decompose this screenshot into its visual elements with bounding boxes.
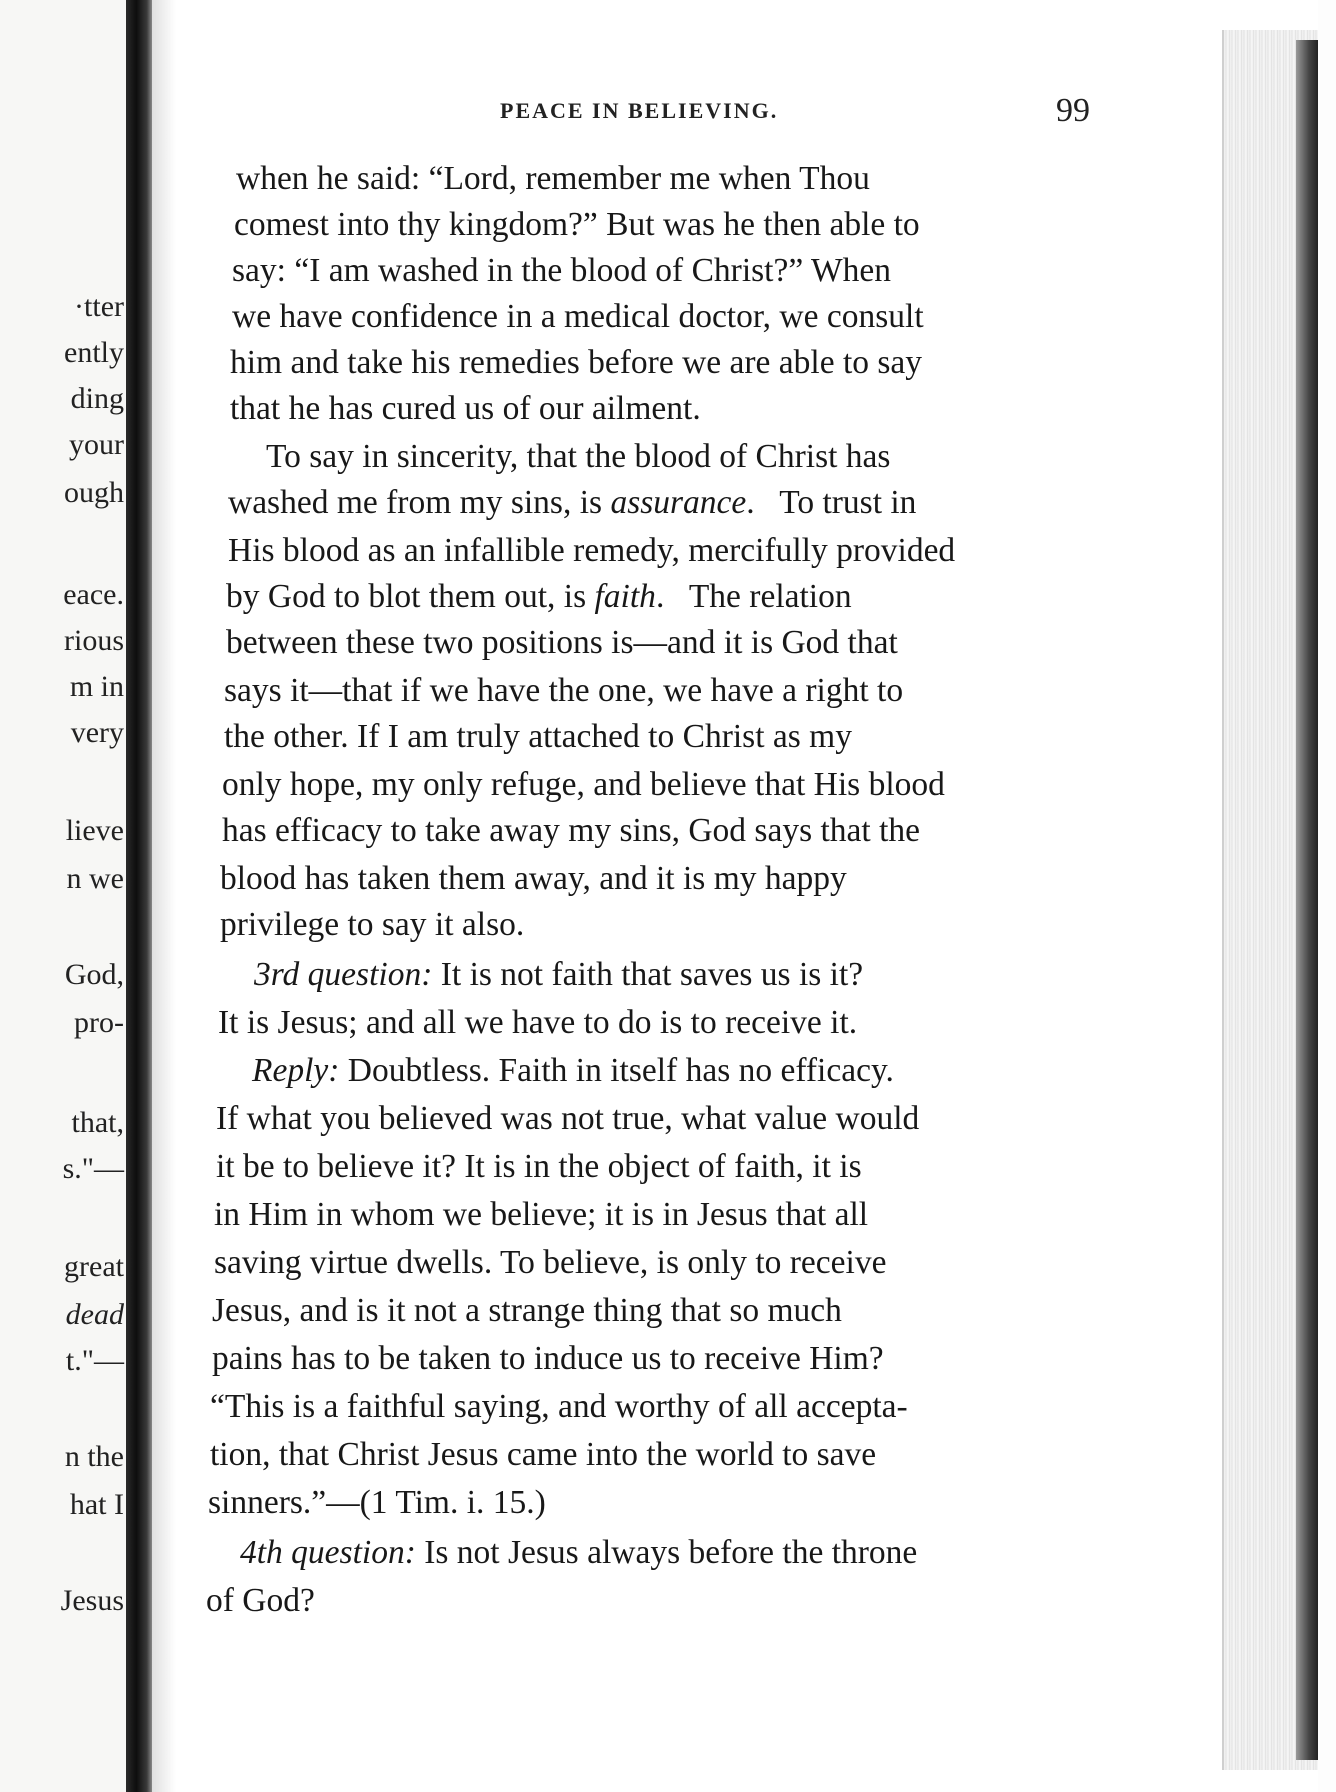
gutter-shadow	[152, 0, 176, 1792]
text-line: we have confidence in a medical doctor, we consult	[232, 298, 924, 335]
text-run: Is not Jesus always before the throne	[424, 1534, 918, 1571]
text-line: privilege to say it also.	[220, 906, 525, 943]
running-title: PEACE IN BELIEVING.	[500, 98, 779, 123]
text-line: “This is a faithful saying, and worthy of all accepta-	[210, 1388, 908, 1425]
text-line: washed me from my sins, is assurance. To trust in	[228, 484, 917, 521]
facing-text: ough	[64, 476, 124, 509]
text-run: It is not faith that saves us is it?	[440, 956, 864, 993]
text-line: says it—that if we have the one, we have a right to	[224, 672, 904, 709]
text-line: by God to blot them out, is faith. The relation	[226, 578, 852, 615]
facing-text: very	[70, 716, 124, 749]
facing-text: dead	[65, 1298, 124, 1331]
facing-text: ·tter	[74, 290, 124, 323]
text-line: pains has to be taken to induce us to receive Him?	[212, 1340, 884, 1377]
text-line: tion, that Christ Jesus came into the world to save	[210, 1436, 877, 1473]
question-line	[240, 1536, 917, 1570]
facing-text: t."—	[65, 1344, 124, 1377]
text-run: Doubtless. Faith in itself has no efficacy.	[347, 1052, 894, 1089]
text-line: that he has cured us of our ailment.	[230, 390, 701, 427]
reply-label: Reply:	[252, 1052, 340, 1089]
text-line: It is Jesus; and all we have to do is to receive it.	[218, 1004, 858, 1041]
facing-text: pro-	[74, 1006, 124, 1039]
facing-text: ently	[64, 336, 124, 369]
book-gutter	[126, 0, 152, 1792]
facing-text: rious	[64, 624, 124, 657]
text-run: washed me from my sins,	[228, 484, 580, 521]
text-line: him and take his remedies before we are able to say	[230, 344, 923, 381]
background-strip	[1318, 0, 1336, 1792]
question-label: 3rd question:	[254, 956, 433, 993]
text-line: say: “I am washed in the blood of Christ?” When	[232, 252, 891, 289]
text-line: Jesus, and is it not a strange thing that so much	[212, 1292, 842, 1329]
text-line: it be to believe it? It is in the object of faith, it is	[216, 1148, 862, 1185]
facing-text: ding	[70, 382, 124, 415]
facing-text: eace.	[63, 578, 124, 611]
facing-text: n the	[64, 1440, 124, 1473]
text-line: comest into thy kingdom?” But was he then able to	[234, 206, 920, 243]
facing-text: that,	[71, 1106, 124, 1139]
facing-text: your	[69, 428, 124, 461]
text-line: of God?	[206, 1582, 315, 1619]
facing-text: s."—	[62, 1152, 124, 1185]
italic-word: assurance	[610, 484, 747, 521]
text-line: has efficacy to take away my sins, God says that the	[222, 812, 921, 849]
text-line: blood has taken them away, and it is my happy	[220, 860, 847, 897]
text-line: sinners.”—(1 Tim. i. 15.)	[208, 1484, 546, 1521]
text-line: when he said: “Lord, remember me when Thou	[236, 160, 870, 197]
facing-text: lieve	[65, 814, 124, 847]
question-line	[254, 958, 863, 992]
page-number: 99	[1056, 92, 1090, 129]
facing-text: God,	[64, 958, 124, 991]
facing-text: n we	[66, 862, 124, 895]
reply-line	[252, 1054, 894, 1088]
text-line: If what you believed was not true, what value would	[216, 1100, 920, 1137]
question-label: 4th question:	[240, 1534, 416, 1571]
text-line: saving virtue dwells. To believe, is only to receive	[214, 1244, 887, 1281]
facing-page-fragment	[0, 0, 128, 1792]
text-line: between these two positions is—and it is God that	[226, 624, 898, 661]
paragraph-first-line: To say in sincerity, that the blood of Christ has	[266, 438, 891, 475]
text-line: the other. If I am truly attached to Christ as my	[224, 718, 852, 755]
text-line: in Him in whom we believe; it is in Jesus that all	[214, 1196, 869, 1233]
italic-word: faith	[594, 578, 656, 615]
facing-text: m in	[69, 670, 124, 703]
book-page	[176, 0, 1222, 1792]
text-line: only hope, my only refuge, and believe that His blood	[222, 766, 945, 803]
text-line: His blood as an infallible remedy, mercifully provided	[228, 532, 956, 569]
book-cover-edge	[1296, 40, 1318, 1760]
facing-text: great	[64, 1250, 124, 1283]
facing-text: Jesus	[60, 1584, 124, 1617]
facing-text: hat I	[69, 1488, 124, 1521]
